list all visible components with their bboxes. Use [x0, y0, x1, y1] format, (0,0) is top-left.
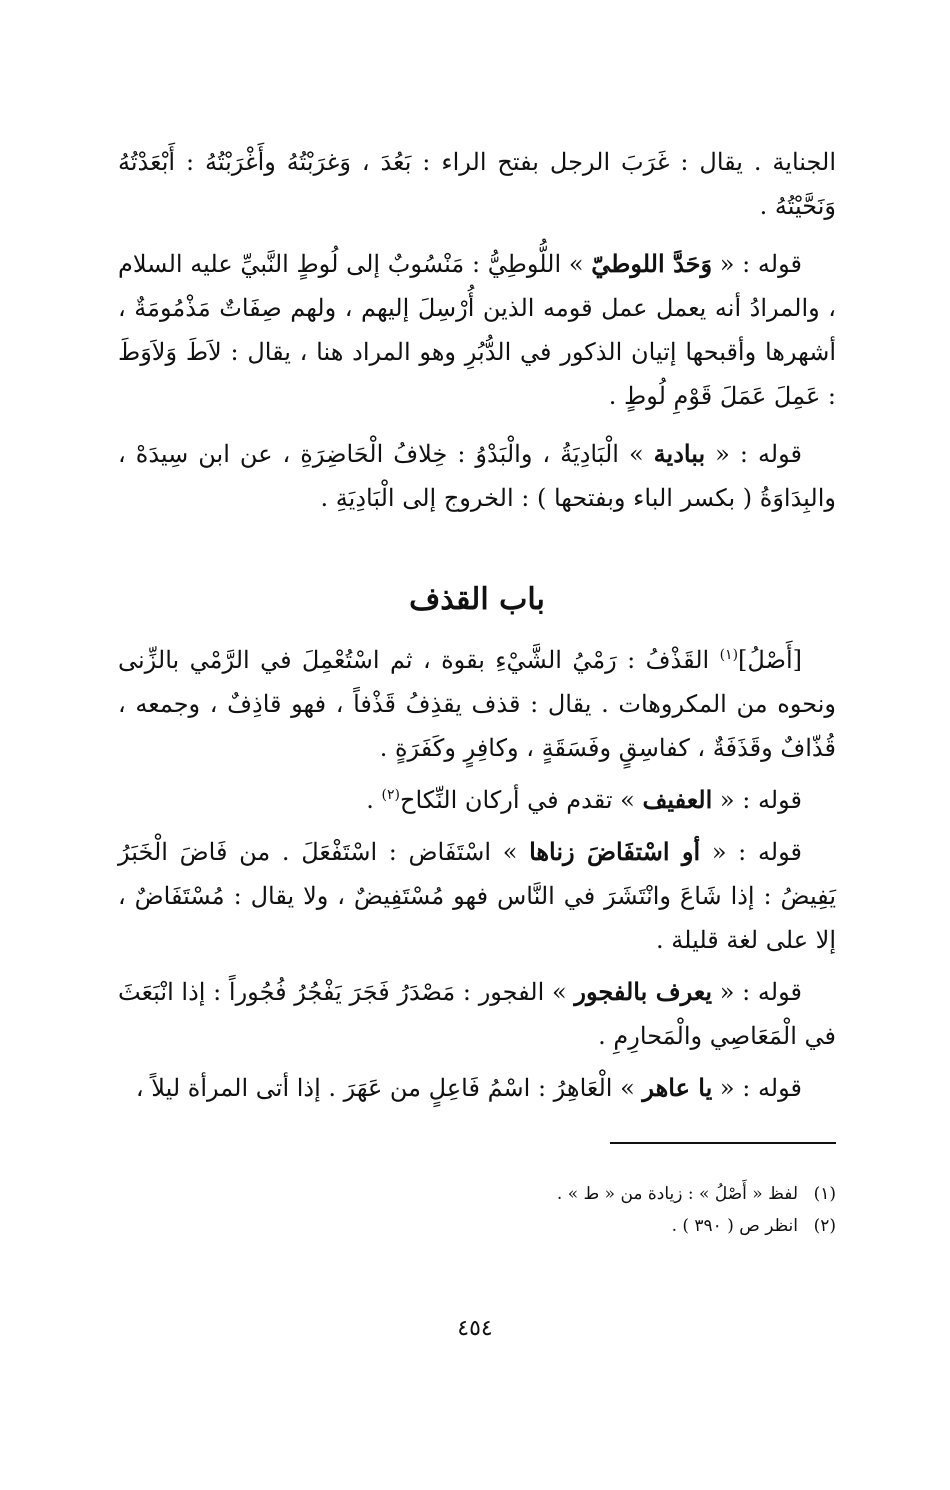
quoted-term: العفيف: [642, 785, 713, 814]
text-run: قوله : «: [712, 786, 802, 814]
text-run: [أَصْلُ]: [738, 646, 802, 674]
text-run: قوله : «: [705, 440, 802, 468]
paragraph: [118, 242, 836, 418]
paragraph: [118, 778, 836, 822]
footnote: [118, 1178, 836, 1210]
text-run: قوله : «: [700, 838, 802, 866]
text-run: القَذْفُ : رَمْيُ الشَّيْءِ بقوة ، ثم اسْتُعْمِلَ في الرَّمْي بالزِّنى ونحوه من المكروهات . يقال : قذف يقذِفُ قَذْفاً ، فهو قاذِفٌ ، وجمعه ، قُذّافٌ وقَذَفَةٌ ، كفاسِقٍ وفَسَقَةٍ ، وكافِرٍ وكَفَرَةٍ .: [118, 646, 836, 762]
text-run: » الْبَادِيَةُ ، والْبَدْوُ : خِلافُ الْحَاضِرَةِ ، عن ابن سِيدَهْ ، والبِدَاوَةُ ( بكسر الباء وبفتحها ) : الخروج إلى الْبَادِيَةِ .: [118, 440, 836, 512]
text-run: » اللُّوطِيُّ : مَنْسُوبٌ إلى لُوطٍ النَّبيِّ عليه السلام ، والمرادُ أنه يعمل عمل قومه الذين أُرْسِلَ إليهم ، ولهم صِفَاتٌ مَذْمُومَةٌ ، أشهرها وأقبحها إتيان الذكور في الدُّبُرِ وهو المراد هنا ، يقال : لاَطَ وَلاَوَطَ : عَمِلَ عَمَلَ قَوْمِ لُوطٍ .: [118, 250, 837, 410]
paragraphs-before-heading: [118, 140, 836, 520]
paragraphs-after-heading: [118, 638, 836, 1110]
section-heading: باب القذف: [409, 582, 545, 617]
main-text: [118, 140, 836, 1110]
footnotes: [118, 1178, 836, 1242]
footnote-text: انظر ص ( ٣٩٠ ) .: [671, 1216, 798, 1236]
footnote-text: لفظ « أَصْلُ » : زيادة من « ط » .: [556, 1184, 798, 1204]
text-run: » اسْتَفَاض : اسْتَفْعَلَ . من فَاضَ الْخَبَرُ يَفِيضُ : إذا شَاعَ وانْتَشَرَ في النَّاس فهو مُسْتَفِيضٌ ، ولا يقال : مُسْتَفَاضٌ ، إلا على لغة قليلة .: [118, 838, 836, 954]
paragraph: [118, 140, 836, 228]
footnote-divider: [610, 1142, 836, 1144]
footnote-ref: (١): [719, 647, 739, 663]
text-run: قوله : «: [712, 978, 802, 1006]
paragraph: [118, 830, 836, 962]
quoted-term: يعرف بالفجور: [574, 977, 713, 1006]
footnote-number: (١): [813, 1184, 836, 1204]
footnote-number: (٢): [813, 1216, 836, 1236]
text-run: » الفجور : مَصْدَرُ فَجَرَ يَفْجُرُ فُجُوراً : إذا انْبَعَثَ في الْمَعَاصِي والْمَحارِمِ .: [118, 978, 836, 1050]
text-run: قوله : «: [712, 250, 802, 278]
text-run: » الْعَاهِرُ : اسْمُ فَاعِلٍ من عَهَرَ . إذا أتى المرأة ليلاً ،: [135, 1074, 643, 1102]
paragraph: [118, 970, 836, 1058]
paragraph: [118, 432, 836, 520]
text-run: الجناية . يقال : غَرَبَ الرجل بفتح الراء : بَعُدَ ، وَغرَبْتُهُ وأَغْرَبْتُهُ : أَبْعَدْتُهُ وَنَحَّيْتُهُ .: [118, 148, 836, 220]
quoted-term: ببادية: [653, 439, 706, 468]
text-run: » تقدم في أركان النِّكاح: [400, 786, 643, 814]
paragraph: [118, 1066, 836, 1110]
quoted-term: يا عاهر: [642, 1073, 713, 1102]
footnote: [118, 1210, 836, 1242]
footnote-ref: (٢): [381, 787, 400, 803]
page-number: ٤٥٤: [457, 1316, 493, 1341]
paragraph: [118, 638, 836, 770]
text-run: قوله : «: [712, 1074, 802, 1102]
quoted-term: وَحَدَّ اللوطيّ: [591, 249, 713, 278]
quoted-term: أو اسْتفَاضَ زناها: [529, 837, 701, 866]
text-run: .: [366, 786, 382, 814]
